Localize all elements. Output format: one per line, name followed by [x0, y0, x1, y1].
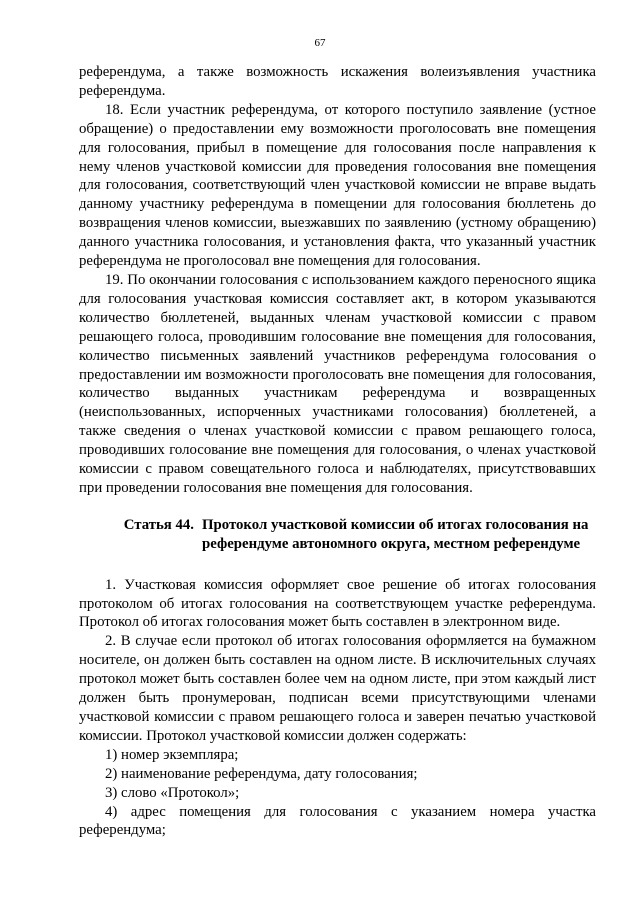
article-paragraph-1: 1. Участковая комиссия оформляет свое решение об итогах голосования протоколом об итогах голосования на соответствующем участке референдума. Протокол об итогах голосования может быть составлен в электронном виде.: [79, 576, 596, 631]
article-number: Статья 44.: [123, 516, 194, 533]
paragraph-continuation: референдума, а также возможность искажения волеизъявления участника референдума.: [79, 64, 596, 99]
list-item: 4) адрес помещения для голосования с указанием номера участка референдума;: [79, 803, 596, 839]
document-body: [79, 63, 596, 840]
list-item: 1) номер экземпляра;: [105, 746, 239, 763]
article-title: Протокол участковой комиссии об итогах голосования на референдуме автономного округа, местном референдуме: [202, 516, 589, 552]
list-item: 2) наименование референдума, дату голосования;: [105, 765, 418, 782]
paragraph-18: 18. Если участник референдума, от которого поступило заявление (устное обращение) о предоставлении ему возможности проголосовать вне помещения для голосования, прибыл в помещение для голосования после направления к нему членов участковой комиссии для проведения голосования вне помещения для голосования, соответствующий член участковой комиссии не вправе выдать данному участнику референдума в помещении для голосования бюллетень до возвращения членов комиссии, выезжавших по заявлению (устному обращению) данного участника голосования, и установления факта, что указанный участник референдума не проголосовал вне помещения для голосования.: [79, 101, 596, 270]
list-item: 3) слово «Протокол»;: [105, 784, 240, 801]
paragraph-19: 19. По окончании голосования с использованием каждого переносного ящика для голосования участковая комиссия составляет акт, в котором указываются количество бюллетеней, выданных членам участковой комиссии с правом решающего голоса, проводившим голосование вне помещения для голосования, количество письменных заявлений участников референдума голосования о предоставлении им возможности проголосовать вне помещения для голосования, количество выданных участникам референдума и возвращенных (неиспользованных, испорченных участниками голосования) бюллетеней, а также сведения о членах участковой комиссии с правом решающего голоса, проводивших голосование вне помещения для голосования, о членах участковой комиссии с правом совещательного голоса и наблюдателях, присутствовавших при проведении голосования вне помещения для голосования.: [79, 271, 596, 496]
article-paragraph-2: 2. В случае если протокол об итогах голосования оформляется на бумажном носителе, он должен быть составлен на одном листе. В исключительных случаях протокол может быть составлен более чем на одном листе, при этом каждый лист должен быть пронумерован, подписан всеми присутствующими членами участковой комиссии с правом решающего голоса и заверен печатью участковой комиссии. Протокол участковой комиссии должен содержать:: [79, 633, 596, 744]
article-heading: [79, 516, 596, 554]
page-number: 67: [314, 37, 326, 49]
